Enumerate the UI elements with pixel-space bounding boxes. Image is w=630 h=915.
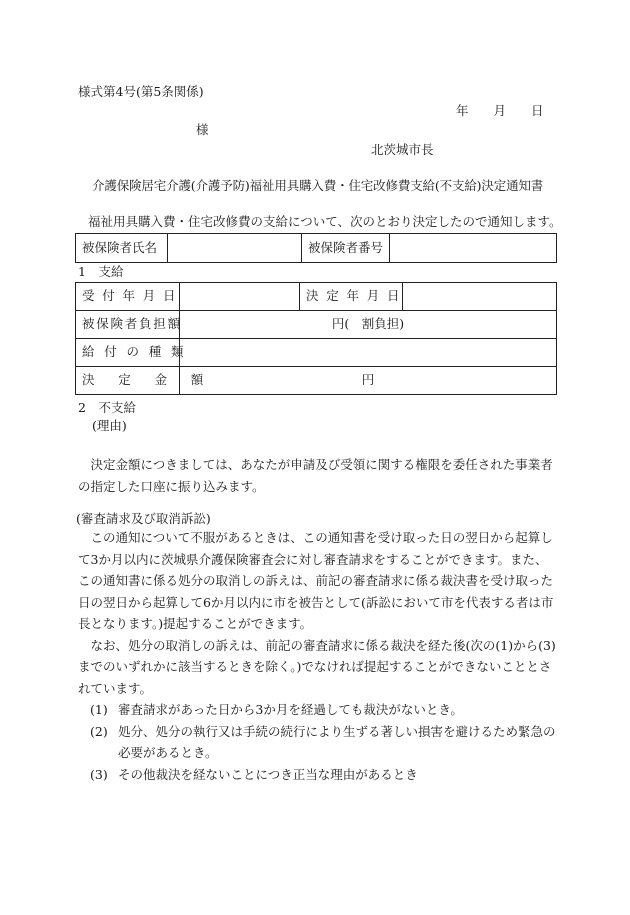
- payment-table: [75, 282, 557, 395]
- payment-note: 決定金額につきましては、あなたが申請及び受領に関する権限を委任された事業者の指定した口座に振り込みます。: [78, 457, 553, 494]
- form-number: 様式第4号(第5条関係): [78, 84, 204, 99]
- list-item: [78, 699, 556, 721]
- appeal-heading: (審査請求及び取消訴訟): [76, 511, 211, 526]
- decided-amount-value: 円: [180, 367, 557, 395]
- list-item: [78, 764, 556, 786]
- insured-name-value: [168, 234, 302, 263]
- receipt-date-label: 受付年月日: [76, 283, 180, 311]
- section2-heading: 2 不支給: [78, 400, 136, 415]
- benefit-type-value: [180, 339, 557, 367]
- list-item-text: 処分、処分の執行又は手続の続行により生ずる著しい損害を避けるため緊急の必要があるとき。: [118, 723, 556, 760]
- list-item-number: (1): [90, 702, 108, 717]
- decided-amount-label: 決定金額: [76, 367, 180, 395]
- appeal-paragraph-2: なお、処分の取消しの訴えは、前記の審査請求に係る裁決を経た後(次の(1)から(3)までのいずれかに該当するときを除く。)でなければ提起することができないこととされています。: [78, 637, 556, 696]
- decision-date-label: 決定年月日: [300, 283, 403, 311]
- burden-value: 円( 割負担): [180, 311, 557, 339]
- receipt-date-value: [180, 283, 300, 311]
- addressee-suffix: 様: [196, 122, 209, 137]
- date-line: 年 月 日: [456, 103, 544, 118]
- list-item-text: その他裁決を経ないことにつき正当な理由があるとき: [118, 766, 418, 782]
- appeal-paragraph-1: この通知について不服があるときは、この通知書を受け取った日の翌日から起算して3か月以内に茨城県介護保険審査会に対し審査請求をすることができます。また、この通知書に係る処分の取消しの訴えは、前記の審査請求に係る裁決書を受け取った日の翌日から起算して6か月以内に市を被告として(訴訟において市を代表する者は市長となります。)提起することができます。: [78, 530, 554, 631]
- insured-table: [75, 233, 557, 263]
- section1-heading: 1 支給: [78, 264, 124, 279]
- list-item-text: 審査請求があった日から3か月を経過しても裁決がないとき。: [118, 702, 463, 717]
- document-title: 介護保険居宅介護(介護予防)福祉用具購入費・住宅改修費支給(不支給)決定通知書: [92, 178, 544, 193]
- issuer-name: 北茨城市長: [371, 142, 434, 157]
- burden-label: 被保険者負担額: [76, 311, 180, 339]
- list-item: [78, 721, 556, 764]
- list-item-number: (3): [90, 766, 108, 782]
- appeal-body: [78, 527, 556, 785]
- insured-number-label: 被保険者番号: [302, 234, 390, 263]
- intro-text: 福祉用具購入費・住宅改修費の支給について、次のとおり決定したので通知します。: [88, 214, 562, 229]
- list-item-number: (2): [90, 723, 108, 739]
- decision-date-value: [403, 283, 557, 311]
- insured-name-label: 被保険者氏名: [76, 234, 168, 263]
- insured-number-value: [390, 234, 557, 263]
- reason-label: (理由): [92, 418, 127, 433]
- benefit-type-label: 給付の種類: [76, 339, 180, 367]
